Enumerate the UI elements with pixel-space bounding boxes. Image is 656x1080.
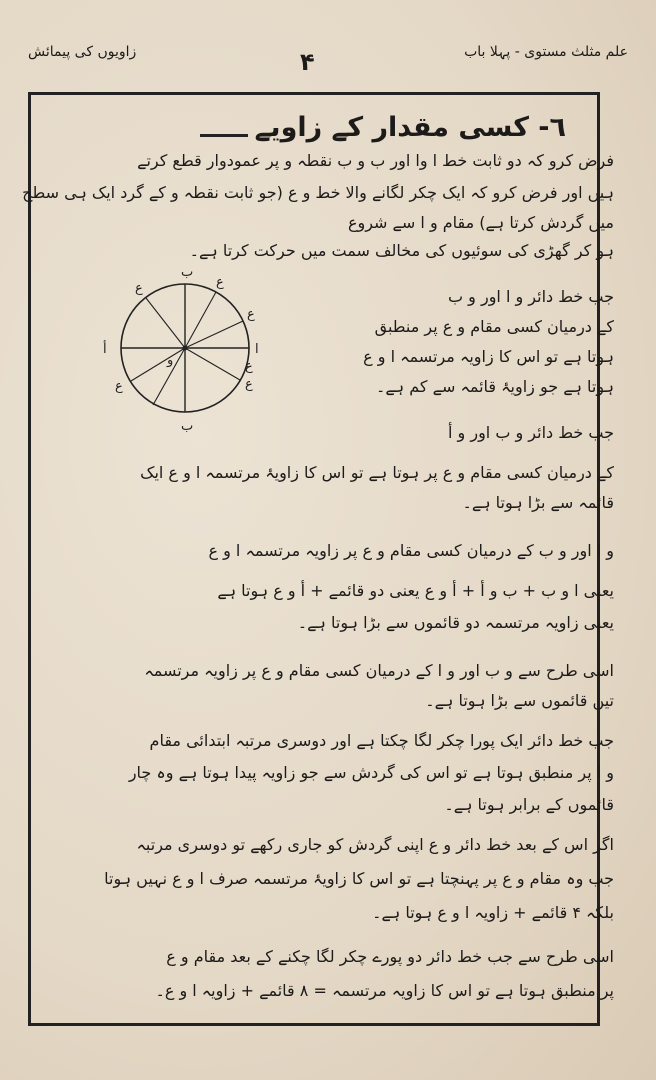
label-point-4: ع (135, 281, 143, 296)
label-point-1: ع (216, 275, 224, 290)
text-line-5: جب خط دائر و ا اور و ب (448, 287, 614, 306)
text-line-15: اسی طرح سے و ب اور و ا کے درمیان کسی مقام و ع پر زاویہ مرتسمہ (144, 661, 614, 680)
label-point-5: ع (115, 379, 123, 394)
diagram-radius-2 (185, 321, 243, 348)
text-line-22: بلکہ ۴ قائمے + زاویہ ا و ع ہوتا ہے۔ (372, 903, 614, 922)
text-line-24: پر منطبق ہوتا ہے تو اس کا زاویہ مرتسمہ = ۸ قائمے + زاویہ ا و ع۔ (155, 981, 614, 1000)
diagram-radius-3 (185, 348, 240, 380)
running-head-topic: زاویوں کی پیمائش (28, 44, 137, 60)
running-head-chapter: علم مثلث مستوی - پہلا باب (464, 44, 628, 60)
text-line-13: یعنی ا و ب + ب و أ + أ و ع یعنی دو قائمے + أ و ع ہوتا ہے (217, 581, 614, 600)
section-heading: ٦- کسی مقدار کے زاویے (254, 112, 566, 143)
label-left: أ (103, 342, 107, 357)
label-bottom: ب (181, 419, 194, 434)
label-point-3: ع (245, 377, 253, 392)
label-point-6: ع (245, 359, 253, 374)
label-right: ا (255, 342, 259, 357)
text-line-20: اگر اس کے بعد خط دائر و ع اپنی گردش کو جاری رکھے تو دوسری مرتبہ (136, 835, 614, 854)
diagram-radius-5 (131, 348, 185, 381)
text-line-14: یعنی زاویہ مرتسمہ دو قائموں سے بڑا ہوتا ہے۔ (297, 613, 614, 632)
text-line-23: اسی طرح سے جب خط دائر دو پورے چکر لگا چکنے کے بعد مقام و ع (166, 947, 614, 966)
rotating-line-diagram (95, 258, 275, 438)
label-point-2: ع (247, 307, 255, 322)
text-line-18: و ا پر منطبق ہوتا ہے تو اس کی گردش سے جو زاویہ پیدا ہوتا ہے وہ چار (128, 763, 614, 782)
text-line-10: کے درمیان کسی مقام و ع پر ہوتا ہے تو اس کا زاویۂ مرتسمہ ا و ع ایک (140, 463, 614, 482)
text-line-4: ہو کر گھڑی کی سوئیوں کی مخالف سمت میں حرکت کرتا ہے۔ (189, 241, 614, 260)
text-line-19: قائموں کے برابر ہوتا ہے۔ (444, 795, 614, 814)
text-line-6: کے درمیان کسی مقام و ع پر منطبق (374, 317, 614, 336)
text-line-2: ہیں اور فرض کرو کہ ایک چکر لگانے والا خط و ع (جو ثابت نقطہ و کے گرد ایک ہی سطح (22, 183, 614, 202)
text-line-9: جب خط دائر و ب اور و أ (448, 423, 614, 442)
text-line-12: و ا اور و ب کے درمیان کسی مقام و ع پر زاویہ مرتسمہ ا و ع (208, 541, 614, 560)
diagram-center-point (183, 346, 188, 351)
text-line-16: تین قائموں سے بڑا ہوتا ہے۔ (425, 691, 614, 710)
text-line-11: قائمہ سے بڑا ہوتا ہے۔ (462, 493, 614, 512)
text-line-21: جب وہ مقام و ع پر پہنچتا ہے تو اس کا زاویۂ مرتسمہ صرف ا و ع نہیں ہوتا (104, 869, 614, 888)
text-line-7: ہوتا ہے تو اس کا زاویہ مرتسمہ ا و ع (363, 347, 614, 366)
text-line-8: ہوتا ہے جو زاویۂ قائمہ سے کم ہے۔ (376, 377, 614, 396)
label-top: ب (181, 265, 194, 280)
heading-rule (200, 134, 248, 137)
text-line-3: میں گردش کرتا ہے) مقام و ا سے شروع (347, 213, 614, 232)
diagram-radius-4 (146, 298, 185, 348)
label-center: و (167, 353, 174, 368)
text-line-1: فرض کرو کہ دو ثابت خط ا وا اور ب و ب نقطہ و پر عمودوار قطع کرتے (137, 151, 614, 170)
page-number: ۴ (300, 48, 315, 76)
diagram-radius-1 (185, 292, 216, 348)
text-line-17: جب خط دائر ایک پورا چکر لگا چکتا ہے اور دوسری مرتبہ ابتدائی مقام (149, 731, 614, 750)
